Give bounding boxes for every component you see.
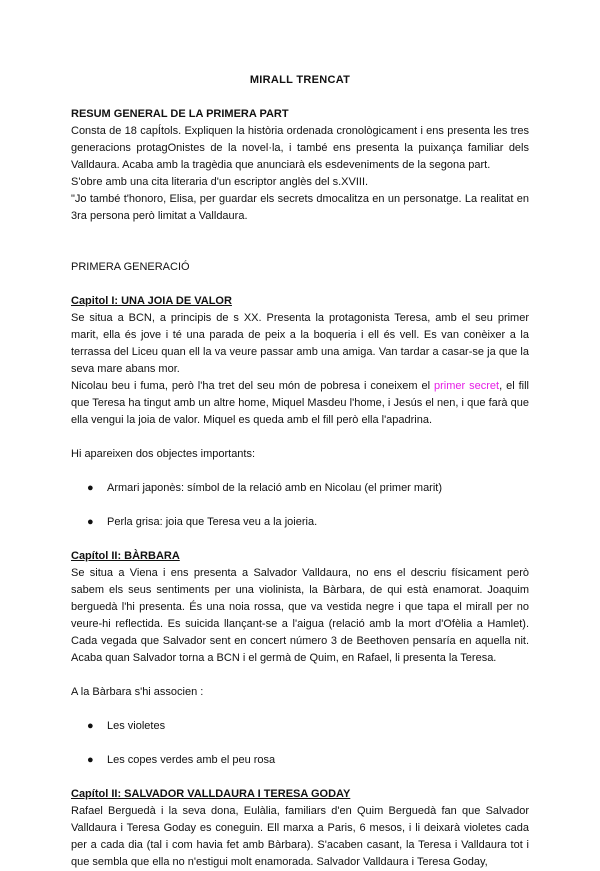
bullet-icon: ●	[87, 720, 94, 732]
list-item: ● Armari japonès: símbol de la relació amb en Nicolau (el primer marit)	[71, 480, 529, 497]
associations-intro: A la Bàrbara s'hi associen :	[71, 686, 204, 698]
bullet-icon: ●	[87, 482, 94, 494]
list-item: ● Les copes verdes amb el peu rosa	[71, 752, 529, 769]
resum-paragraph-3: "Jo també t'honoro, Elisa, per guardar els secrets dmocalitza en un personatge. La realitat en 3ra persona però limitat a Valldaura.	[71, 193, 529, 222]
list-item: ● Les violetes	[71, 718, 529, 735]
chapter-1-text-b: , el fill que Teresa ha tingut amb un altre home, Miquel Masdeu l'home, i Jesús el nen, i que farà que ella vengui la joia de valor. Miquel es queda amb el fill però ella l'apadrina.	[71, 380, 530, 426]
chapter-2-heading: Capítol II: BÀRBARA	[71, 550, 180, 562]
objects-intro: Hi apareixen dos objectes importants:	[71, 448, 256, 460]
list-item: ● Perla grisa: joia que Teresa veu a la joieria.	[71, 514, 529, 531]
chapter-1-text-a: Nicolau beu i fuma, però l'ha tret del seu món de pobresa i coneixem el	[71, 380, 434, 392]
associations-list	[71, 718, 529, 769]
document-content	[71, 72, 529, 871]
chapter-3-heading: Capítol II: SALVADOR VALLDAURA I TERESA GODAY	[71, 788, 351, 800]
chapter-1-paragraph-2	[71, 378, 529, 429]
section-heading-resum: RESUM GENERAL DE LA PRIMERA PART	[71, 108, 289, 120]
bullet-icon: ●	[87, 516, 94, 528]
bullet-icon: ●	[87, 754, 94, 766]
chapter-1-paragraph-1: Se situa a BCN, a principis de s XX. Presenta la protagonista Teresa, amb el seu primer marit, ella és jove i té una parada de peix a la boqueria i ell és vell. Es van conèixer a la terrassa del Liceu quan ell la va veure passar amb una amiga. Van tardar a casar-se ja que la seva mare abans mor.	[71, 312, 529, 375]
highlighted-phrase: primer secret	[433, 380, 500, 392]
document-title: MIRALL TRENCAT	[249, 74, 351, 86]
chapter-1-heading: Capitol I: UNA JOIA DE VALOR	[71, 295, 232, 307]
resum-paragraph-2: S'obre amb una cita literaria d'un escriptor anglès del s.XVIII.	[71, 176, 369, 188]
chapter-2-paragraph-1: Se situa a Viena i ens presenta a Salvador Valldaura, no ens el descriu físicament però sabem els seus sentiments per una violinista, la Bàrbara, de qui està enamorat. Joaquim berguedà l'hi presenta. És una noia rossa, que va vestida negre i que tapa el mirall per no veure-hi reflectida. Es suicida llançant-se a l'aigua (relació amb la mort d'Ofèlia a Hamlet). Cada vegada que Salvador sent en concert número 3 de Beethoven pensaría en aquella nit. Acaba quan Salvador torna a BCN i el germà de Quim, en Rafael, li presenta la Teresa.	[71, 567, 529, 664]
resum-paragraph-1: Consta de 18 capÍtols. Expliquen la història ordenada cronològicament i ens presenta les tres generacions protagOnistes de la novel·la, i també ens presenta la puixança familiar dels Valldaura. Acaba amb la tragèdia que anunciarà els esdeveniments de la segona part.	[71, 125, 529, 171]
generation-heading: PRIMERA GENERACIÓ	[71, 261, 190, 273]
chapter-3-paragraph-1: Rafael Berguedà i la seva dona, Eulàlia, familiars d'en Quim Berguedà fan que Salvador Valldaura i Teresa Goday es coneguin. Ell marxa a Paris, 6 mesos, i li deixarà violetes cada per a cada dia (tal i com havia fet amb Bàrbara). S'acaben casant, la Teresa i Valldaura tot i que sembla que ella no n'estigui molt enamorada. Salvador Valldaura i Teresa Goday,	[71, 805, 529, 868]
objects-list	[71, 480, 529, 531]
